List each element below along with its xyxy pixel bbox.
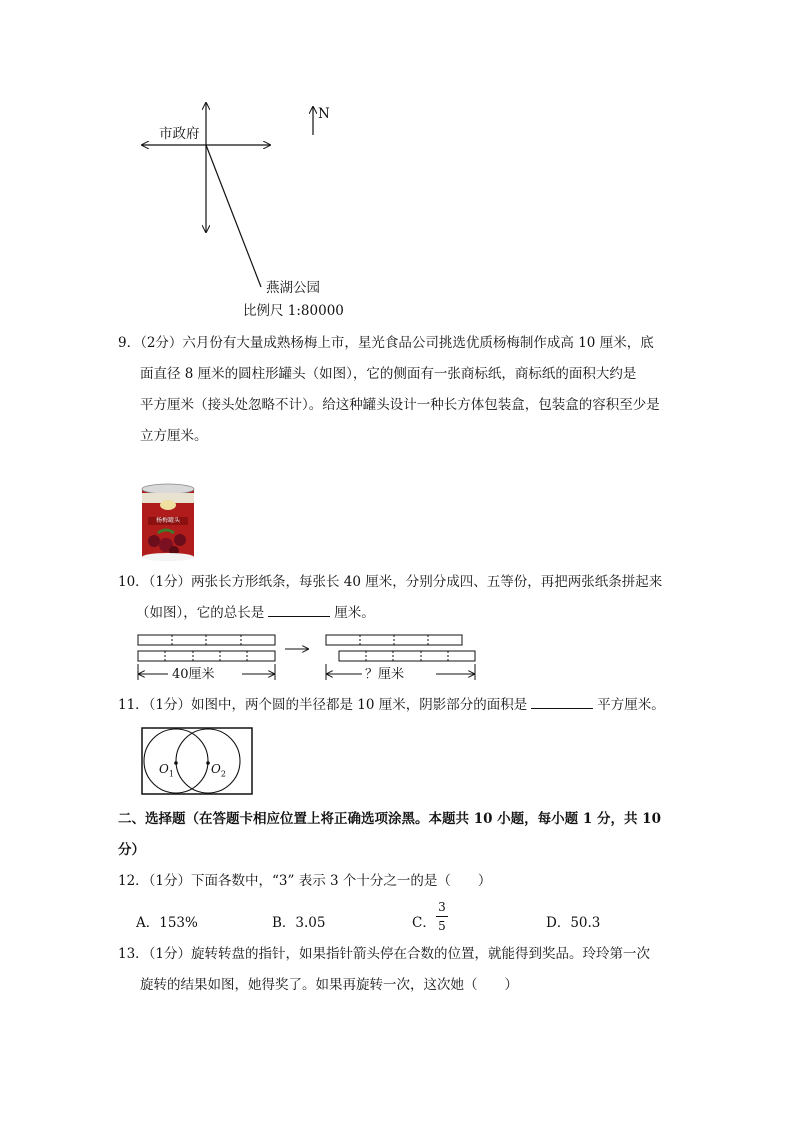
strip-five-parts xyxy=(138,651,275,661)
question-9-line-2: 面直径 8 厘米的圆柱形罐头（如图），它的侧面有一张商标纸，商标纸的面积大约是 xyxy=(140,366,637,382)
scale-label: 比例尺 1:80000 xyxy=(243,303,344,319)
section-2-heading xyxy=(118,804,698,866)
city-hall-label: 市政府 xyxy=(159,126,200,142)
joined-strip-bottom xyxy=(339,651,475,661)
question-9-line-4: 立方厘米。 xyxy=(140,428,208,444)
circles-bounding-rect xyxy=(142,728,252,794)
question-10 xyxy=(118,567,688,629)
question-11-text-a: 11．（1分）如图中，两个圆的半径都是 10 厘米，阴影部分的面积是 xyxy=(118,697,528,713)
question-11-text-b: 平方厘米。 xyxy=(597,697,665,713)
route-line-to-park xyxy=(206,145,261,287)
center-o2-label: $O_2$ xyxy=(211,762,226,779)
two-circles-figure xyxy=(140,726,254,796)
center-o1-label: $O_1$ xyxy=(159,762,174,779)
answer-blank-q11[interactable] xyxy=(531,694,593,709)
can-label-text: 杨梅罐头 xyxy=(155,517,180,524)
question-10-line-1: 10．（1分）两张长方形纸条，每张长 40 厘米，分别分成四、五等份，再把两张纸条拼起来 xyxy=(118,574,663,590)
north-label: N xyxy=(318,106,330,122)
park-label: 燕湖公园 xyxy=(266,280,320,296)
option-c[interactable]: C． xyxy=(412,915,436,931)
question-9-line-1: 9．（2分）六月份有大量成熟杨梅上市，星光食品公司挑选优质杨梅制作成高 10 厘米，底 xyxy=(118,335,654,351)
question-10-line-2a: （如图），它的总长是 xyxy=(136,605,265,621)
option-a[interactable]: A．153% xyxy=(136,915,198,931)
section-2-line-1: 二、选择题（在答题卡相应位置上将正确选项涂黑。本题共 10 小题，每小题 1 分，共 10 xyxy=(118,811,661,827)
answer-blank-q10[interactable] xyxy=(268,602,330,617)
center-o2-dot xyxy=(206,761,210,765)
section-2-line-2: 分） xyxy=(118,842,145,858)
bayberry-can-image xyxy=(140,483,196,561)
label-unknown-cm: ？厘米 xyxy=(365,667,405,682)
center-o1-dot xyxy=(174,761,178,765)
option-b[interactable]: B．3.05 xyxy=(272,915,326,931)
fraction-denominator: 5 xyxy=(438,919,446,933)
question-9-line-3: 平方厘米（接头处忽略不计）。给这种罐头设计一种长方体包装盒，包装盒的容积至少是 xyxy=(140,397,660,413)
question-13-line-2: 旋转的结果如图，她得奖了。如果再旋转一次，这次她（ ） xyxy=(140,977,518,993)
question-10-line-2b: 厘米。 xyxy=(334,605,375,621)
question-12-stem: 12．（1分）下面各数中，“3” 表示 3 个十分之一的是（ ） xyxy=(118,873,492,889)
question-9 xyxy=(118,328,678,452)
question-13-line-1: 13．（1分）旋转转盘的指针，如果指针箭头停在合数的位置，就能得到奖品。玲玲第一次 xyxy=(118,946,651,962)
label-40cm: 40厘米 xyxy=(172,667,215,682)
question-13 xyxy=(118,939,698,1001)
question-11 xyxy=(118,690,698,721)
option-c-fraction xyxy=(436,900,448,933)
option-d[interactable]: D．50.3 xyxy=(546,915,601,931)
fraction-numerator: 3 xyxy=(438,900,446,914)
